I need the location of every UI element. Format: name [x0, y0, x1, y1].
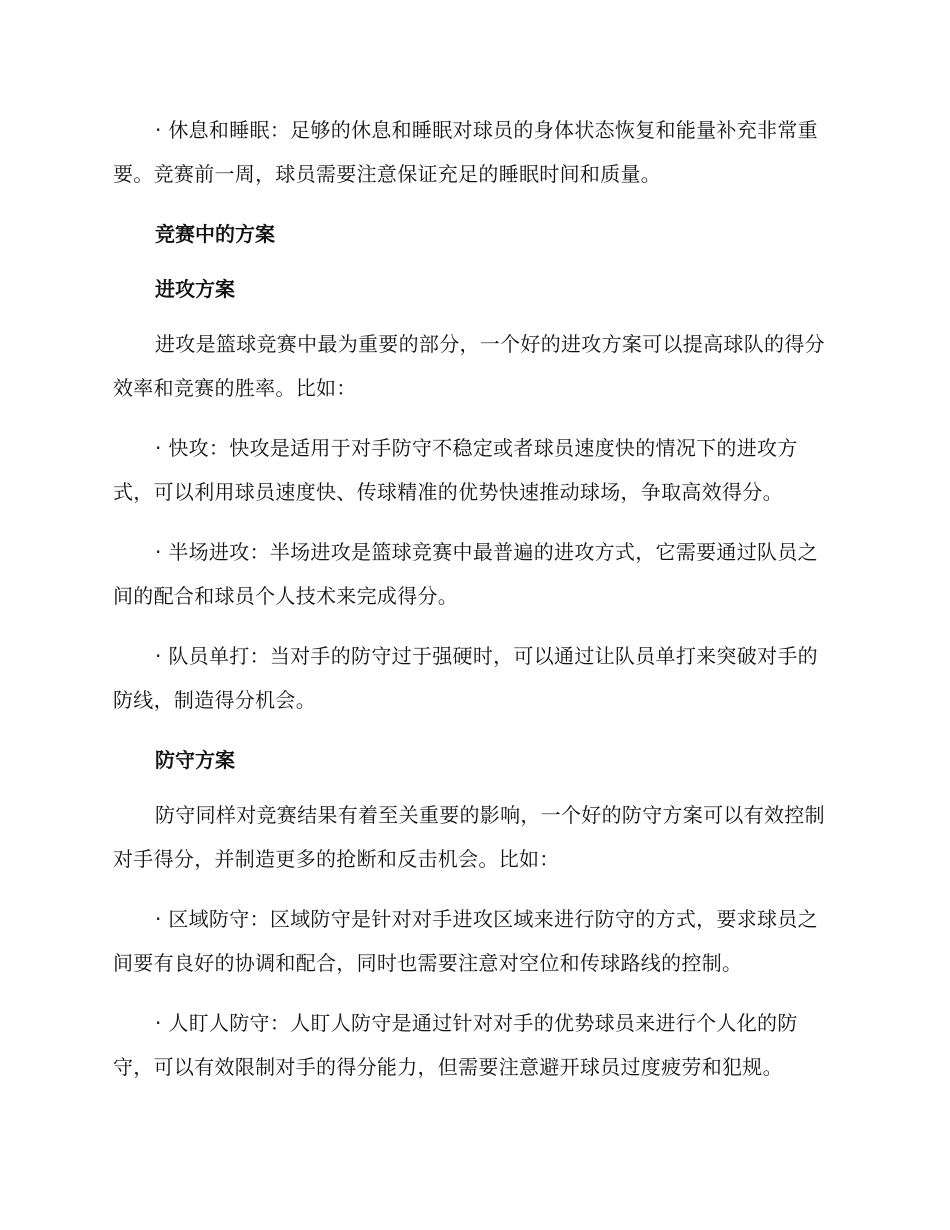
bullet-isolation: · 队员单打：当对手的防守过于强硬时，可以通过让队员单打来突破对手的防线，制造得分机会。	[113, 644, 818, 712]
bullet-fast-break: · 快攻：快攻是适用于对手防守不稳定或者球员速度快的情况下的进攻方式，可以利用球员速度快、传球精准的优势快速推动球场，争取高效得分。	[113, 436, 798, 504]
heading-defense-plan: 防守方案	[155, 748, 235, 772]
heading-in-game-plan: 竞赛中的方案	[155, 222, 275, 246]
heading-offense-plan: 进攻方案	[155, 277, 235, 301]
paragraph-offense-intro: 进攻是篮球竞赛中最为重要的部分，一个好的进攻方案可以提高球队的得分效率和竞赛的胜率。比如：	[113, 332, 825, 400]
bullet-zone-defense: · 区域防守：区域防守是针对对手进攻区域来进行防守的方式，要求球员之间要有良好的协调和配合，同时也需要注意对空位和传球路线的控制。	[113, 907, 818, 975]
bullet-man-to-man: · 人盯人防守：人盯人防守是通过针对对手的优势球员来进行个人化的防守，可以有效限制对手的得分能力，但需要注意避开球员过度疲劳和犯规。	[113, 1011, 798, 1079]
bullet-rest-sleep: · 休息和睡眠：足够的休息和睡眠对球员的身体状态恢复和能量补充非常重要。竞赛前一周，球员需要注意保证充足的睡眠时间和质量。	[113, 118, 818, 186]
paragraph-defense-intro: 防守同样对竞赛结果有着至关重要的影响，一个好的防守方案可以有效控制对手得分，并制造更多的抢断和反击机会。比如：	[113, 803, 825, 871]
bullet-half-court: · 半场进攻：半场进攻是篮球竞赛中最普遍的进攻方式，它需要通过队员之间的配合和球员个人技术来完成得分。	[113, 540, 818, 608]
